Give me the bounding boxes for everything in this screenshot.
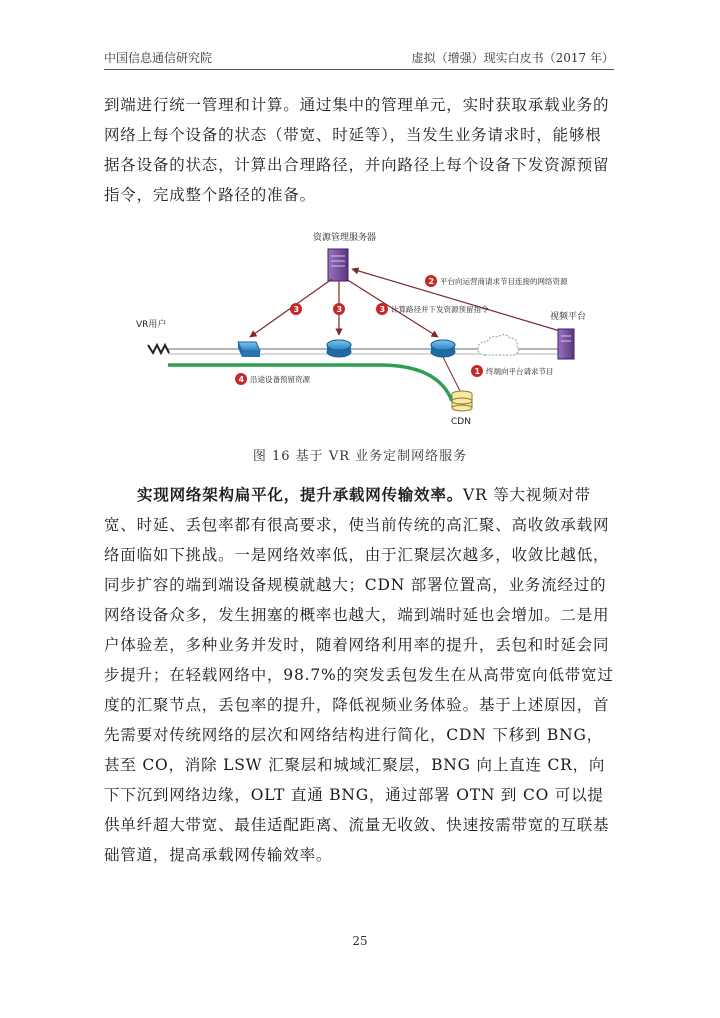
step-2-label: 平台向运营商请求节目连接的网络资源 — [440, 277, 568, 286]
step-4-badge — [235, 373, 247, 385]
router-icon-2 — [327, 340, 351, 357]
network-diagram — [120, 223, 610, 435]
paragraph-body-text: VR 等大视频对带宽、时延、丢包率都有很高要求，使当前传统的高汇聚、高收敛承载网络面临如下挑战。一是网络效率低，由于汇聚层次越多，收敛比越低，同步扩容的端到端设备规模就越大；CDN 部署位置高，业务流经过的网络设备众多，发生拥塞的概率也越大，端到端时延也会增加。二是用户体验差，多种业务并发时，随着网络利用率的提升，丢包和时延会同步提升；在轻载网络中，98.7%的突发丢包发生在从高带宽向低带宽过度的汇聚节点，丢包率的提升，降低视频业务体验。基于上述原因，首先需要对传统网络的层次和网络结构进行简化，CDN 下移到 BNG，甚至 CO，消除 LSW 汇聚层和城域汇聚层，BNG 向上直连 CR，向下下沉到网络边缘，OLT 直通 BNG，通过部署 OTN 到 CO 可以提供单纤超大带宽、最佳适配距离、流量无收敛、快速按需带宽的互联基础管道，提高承载网传输效率。 — [104, 486, 614, 864]
header-org-name: 中国信息通信研究院 — [104, 51, 213, 65]
paragraph-lead-heading: 实现网络架构扁平化，提升承载网传输效率。 — [137, 486, 464, 504]
cdn-link — [443, 357, 460, 391]
resource-server-icon — [328, 249, 348, 281]
step-3-label: 计算路径并下发资源预留指令 — [391, 305, 489, 314]
page-number: 25 — [352, 934, 368, 948]
step-1-label: 终端向平台请求节目 — [486, 367, 554, 376]
cdn-label: CDN — [451, 417, 471, 427]
body-paragraph-1: 到端进行统一管理和计算。通过集中的管理单元，实时获取承载业务的网络上每个设备的状态（带宽、时延等），当发生业务请求时，能够根据各设备的状态，计算出合理路径，并向路径上每个设备下发资源预留指令，完成整个路径的准备。 — [104, 96, 610, 204]
step-2-badge — [425, 275, 437, 287]
step-1-badge — [471, 365, 483, 377]
step-3-badge-left — [290, 303, 302, 315]
vr-user-label: VR用户 — [136, 320, 167, 330]
svg-text:2: 2 — [428, 277, 435, 286]
vr-headset-icon — [148, 345, 169, 353]
header-divider — [104, 69, 614, 70]
svg-text:4: 4 — [238, 375, 245, 384]
step-3-badge-right — [376, 303, 388, 315]
cdn-storage-icon — [452, 391, 472, 411]
video-platform-label: 视频平台 — [550, 312, 587, 322]
header-document-title: 虚拟（增强）现实白皮书（2017 年） — [411, 51, 614, 65]
server-label: 资源管理服务器 — [313, 233, 377, 243]
svg-text:3: 3 — [293, 305, 300, 314]
body-paragraph-2 — [104, 480, 616, 870]
step-3-badge-center — [333, 303, 345, 315]
router-icon-1 — [238, 342, 260, 357]
reserved-path-green — [168, 365, 452, 401]
figure-caption: 图 16 基于 VR 业务定制网络服务 — [252, 449, 468, 464]
svg-text:3: 3 — [336, 305, 343, 314]
cloud-icon — [478, 335, 519, 355]
svg-text:1: 1 — [474, 367, 481, 376]
step-4-label: 沿途设备预留资源 — [250, 375, 310, 384]
video-platform-server-icon — [558, 329, 574, 359]
router-icon-3 — [431, 340, 455, 357]
svg-text:3: 3 — [379, 305, 386, 314]
